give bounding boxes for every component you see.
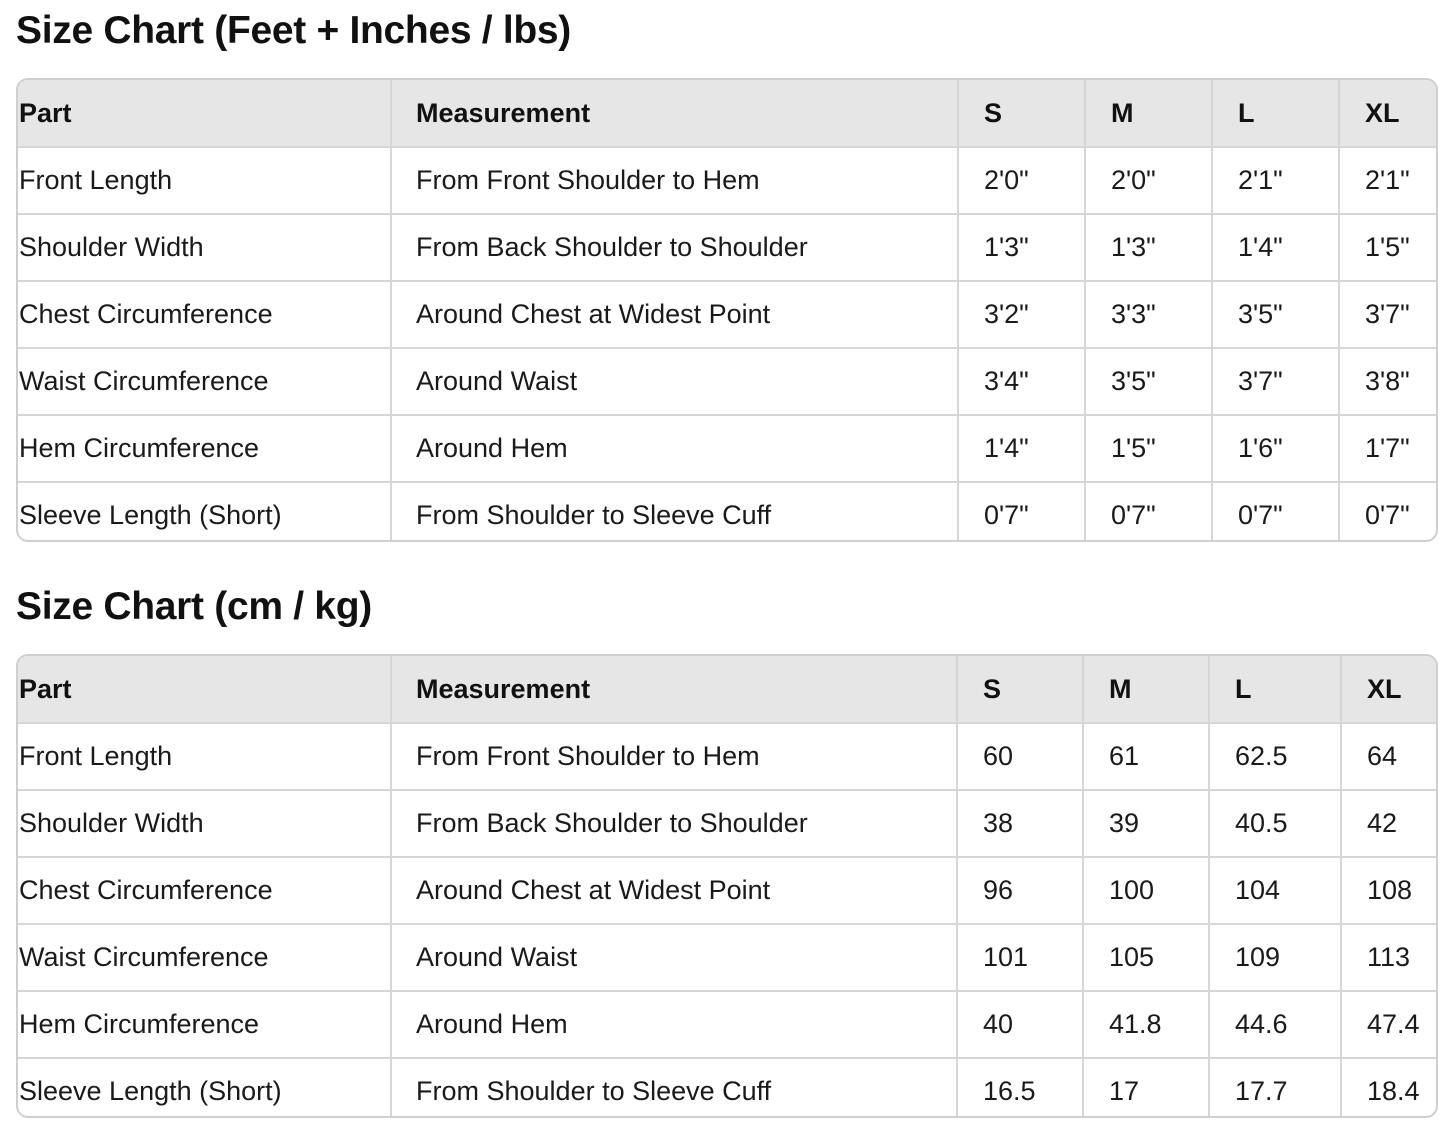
column-header-part: Part <box>18 80 391 147</box>
column-header-size-m: M <box>1085 80 1212 147</box>
cell-size-xl: 47.4 <box>1341 991 1438 1058</box>
cell-size-m: 39 <box>1083 790 1209 857</box>
table-row <box>18 790 1438 857</box>
table-row <box>18 482 1438 542</box>
cell-size-m: 41.8 <box>1083 991 1209 1058</box>
column-header-measurement: Measurement <box>391 80 958 147</box>
column-header-measurement: Measurement <box>391 656 957 723</box>
cell-size-xl: 1'5" <box>1339 214 1438 281</box>
column-header-size-xl: XL <box>1341 656 1438 723</box>
cell-size-m: 1'3" <box>1085 214 1212 281</box>
cell-part: Waist Circumference <box>18 348 391 415</box>
cell-size-l: 0'7" <box>1212 482 1339 542</box>
cell-part: Sleeve Length (Short) <box>18 482 391 542</box>
cell-size-m: 17 <box>1083 1058 1209 1118</box>
cell-part: Front Length <box>18 723 391 790</box>
cell-size-s: 38 <box>957 790 1083 857</box>
cell-size-xl: 42 <box>1341 790 1438 857</box>
column-header-size-xl: XL <box>1339 80 1438 147</box>
cell-part: Shoulder Width <box>18 790 391 857</box>
table-row <box>18 281 1438 348</box>
cell-size-l: 3'5" <box>1212 281 1339 348</box>
cell-size-l: 17.7 <box>1209 1058 1341 1118</box>
column-header-size-m: M <box>1083 656 1209 723</box>
table-row <box>18 147 1438 214</box>
cell-measurement: From Back Shoulder to Shoulder <box>391 214 958 281</box>
cell-part: Sleeve Length (Short) <box>18 1058 391 1118</box>
table-row <box>18 991 1438 1058</box>
cell-size-s: 2'0" <box>958 147 1085 214</box>
cell-size-xl: 0'7" <box>1365 500 1410 530</box>
cell-measurement: From Front Shoulder to Hem <box>391 723 957 790</box>
cell-part: Waist Circumference <box>18 924 391 991</box>
cell-size-xl: 2'1" <box>1339 147 1438 214</box>
cell-measurement: Around Waist <box>391 348 958 415</box>
column-header-part: Part <box>18 656 391 723</box>
cell-measurement: From Front Shoulder to Hem <box>391 147 958 214</box>
cell-measurement: Around Chest at Widest Point <box>391 857 957 924</box>
cell-size-l: 3'7" <box>1212 348 1339 415</box>
cell-measurement: Around Chest at Widest Point <box>391 281 958 348</box>
cell-size-s: 3'4" <box>958 348 1085 415</box>
table-header-row <box>18 656 1438 723</box>
cell-size-xl: 18.4 <box>1367 1076 1420 1106</box>
size-chart-imperial-table <box>16 78 1438 542</box>
cell-size-m: 3'5" <box>1085 348 1212 415</box>
cell-size-xl: 108 <box>1341 857 1438 924</box>
cell-size-xl: 3'7" <box>1339 281 1438 348</box>
cell-part: Chest Circumference <box>18 857 391 924</box>
cell-size-s: 1'3" <box>958 214 1085 281</box>
cell-size-l: 104 <box>1209 857 1341 924</box>
cell-measurement: From Shoulder to Sleeve Cuff <box>391 482 958 542</box>
cell-size-m: 0'7" <box>1085 482 1212 542</box>
cell-measurement: Around Hem <box>391 415 958 482</box>
cell-size-s: 60 <box>957 723 1083 790</box>
size-chart-imperial-title: Size Chart (Feet + Inches / lbs) <box>16 9 571 52</box>
cell-size-m: 61 <box>1083 723 1209 790</box>
column-header-size-l: L <box>1209 656 1341 723</box>
cell-part: Hem Circumference <box>18 991 391 1058</box>
cell-measurement: Around Hem <box>391 991 957 1058</box>
cell-size-s: 3'2" <box>958 281 1085 348</box>
cell-size-s: 0'7" <box>958 482 1085 542</box>
cell-size-l: 62.5 <box>1209 723 1341 790</box>
cell-size-l: 44.6 <box>1209 991 1341 1058</box>
cell-size-s: 16.5 <box>957 1058 1083 1118</box>
table-header-row <box>18 80 1438 147</box>
cell-part: Chest Circumference <box>18 281 391 348</box>
table-row <box>18 924 1438 991</box>
cell-measurement: Around Waist <box>391 924 957 991</box>
table-row <box>18 1058 1438 1118</box>
cell-size-m: 105 <box>1083 924 1209 991</box>
cell-size-s: 101 <box>957 924 1083 991</box>
cell-size-m: 100 <box>1083 857 1209 924</box>
cell-size-xl: 1'7" <box>1339 415 1438 482</box>
column-header-size-s: S <box>958 80 1085 147</box>
cell-size-l: 109 <box>1209 924 1341 991</box>
cell-part: Front Length <box>18 147 391 214</box>
cell-size-m: 3'3" <box>1085 281 1212 348</box>
cell-size-l: 1'6" <box>1212 415 1339 482</box>
cell-size-xl: 113 <box>1341 924 1438 991</box>
cell-part: Shoulder Width <box>18 214 391 281</box>
table-row <box>18 857 1438 924</box>
table-row <box>18 214 1438 281</box>
cell-size-l: 2'1" <box>1212 147 1339 214</box>
cell-part: Hem Circumference <box>18 415 391 482</box>
cell-size-s: 96 <box>957 857 1083 924</box>
column-header-size-l: L <box>1212 80 1339 147</box>
cell-size-l: 1'4" <box>1212 214 1339 281</box>
cell-size-s: 40 <box>957 991 1083 1058</box>
cell-size-s: 1'4" <box>958 415 1085 482</box>
cell-size-xl: 64 <box>1341 723 1438 790</box>
column-header-size-s: S <box>957 656 1083 723</box>
cell-size-m: 2'0" <box>1085 147 1212 214</box>
table-row <box>18 348 1438 415</box>
cell-measurement: From Shoulder to Sleeve Cuff <box>391 1058 957 1118</box>
table-row <box>18 415 1438 482</box>
size-chart-metric-title: Size Chart (cm / kg) <box>16 585 372 628</box>
size-chart-metric-table <box>16 654 1438 1118</box>
cell-measurement: From Back Shoulder to Shoulder <box>391 790 957 857</box>
cell-size-l: 40.5 <box>1209 790 1341 857</box>
cell-size-xl: 3'8" <box>1339 348 1438 415</box>
table-row <box>18 723 1438 790</box>
cell-size-m: 1'5" <box>1085 415 1212 482</box>
